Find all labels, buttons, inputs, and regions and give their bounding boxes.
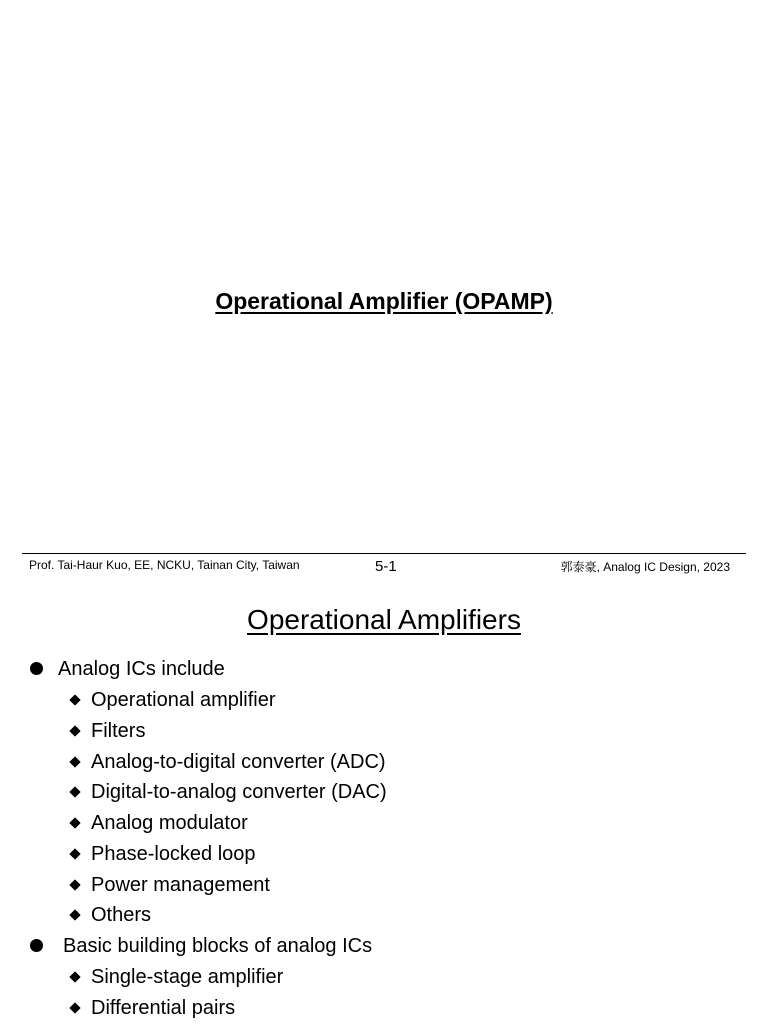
bullet-dot-icon: [30, 662, 43, 675]
subitem-text: Operational amplifier: [91, 689, 276, 711]
subitem-text: Others: [91, 904, 152, 926]
subitem-text: Filters: [91, 720, 146, 742]
subitem-text: Analog-to-digital converter (ADC): [91, 751, 386, 773]
slide1-title: Operational Amplifier (OPAMP): [215, 288, 553, 314]
footer-page-number: 5-1: [375, 558, 397, 575]
slide2-title: Operational Amplifiers: [247, 604, 521, 635]
bullet-text: Analog ICs include: [58, 658, 225, 680]
diamond-bullet-icon: [69, 786, 80, 797]
subitem-text: Digital-to-analog converter (DAC): [91, 781, 387, 803]
diamond-bullet-icon: [69, 817, 80, 828]
bullet-text: Basic building blocks of analog ICs: [63, 935, 373, 957]
diamond-bullet-icon: [69, 756, 80, 767]
subitem-text: Differential pairs: [91, 997, 236, 1019]
diamond-bullet-icon: [69, 909, 80, 920]
diamond-bullet-icon: [69, 1002, 80, 1013]
subitem-text: Analog modulator: [91, 812, 248, 834]
diamond-bullet-icon: [69, 879, 80, 890]
subitem-text: Phase-locked loop: [91, 843, 256, 865]
subitem-text: Single-stage amplifier: [91, 966, 284, 988]
footer-course: 郭泰豪, Analog IC Design, 2023: [560, 560, 730, 574]
bullet-dot-icon: [30, 939, 43, 952]
diamond-bullet-icon: [69, 848, 80, 859]
diamond-bullet-icon: [69, 694, 80, 705]
diamond-bullet-icon: [69, 725, 80, 736]
footer-author: Prof. Tai-Haur Kuo, EE, NCKU, Tainan City, Taiwan: [29, 558, 300, 572]
footer-divider: [22, 553, 746, 554]
diamond-bullet-icon: [69, 971, 80, 982]
subitem-text: Power management: [91, 874, 270, 896]
